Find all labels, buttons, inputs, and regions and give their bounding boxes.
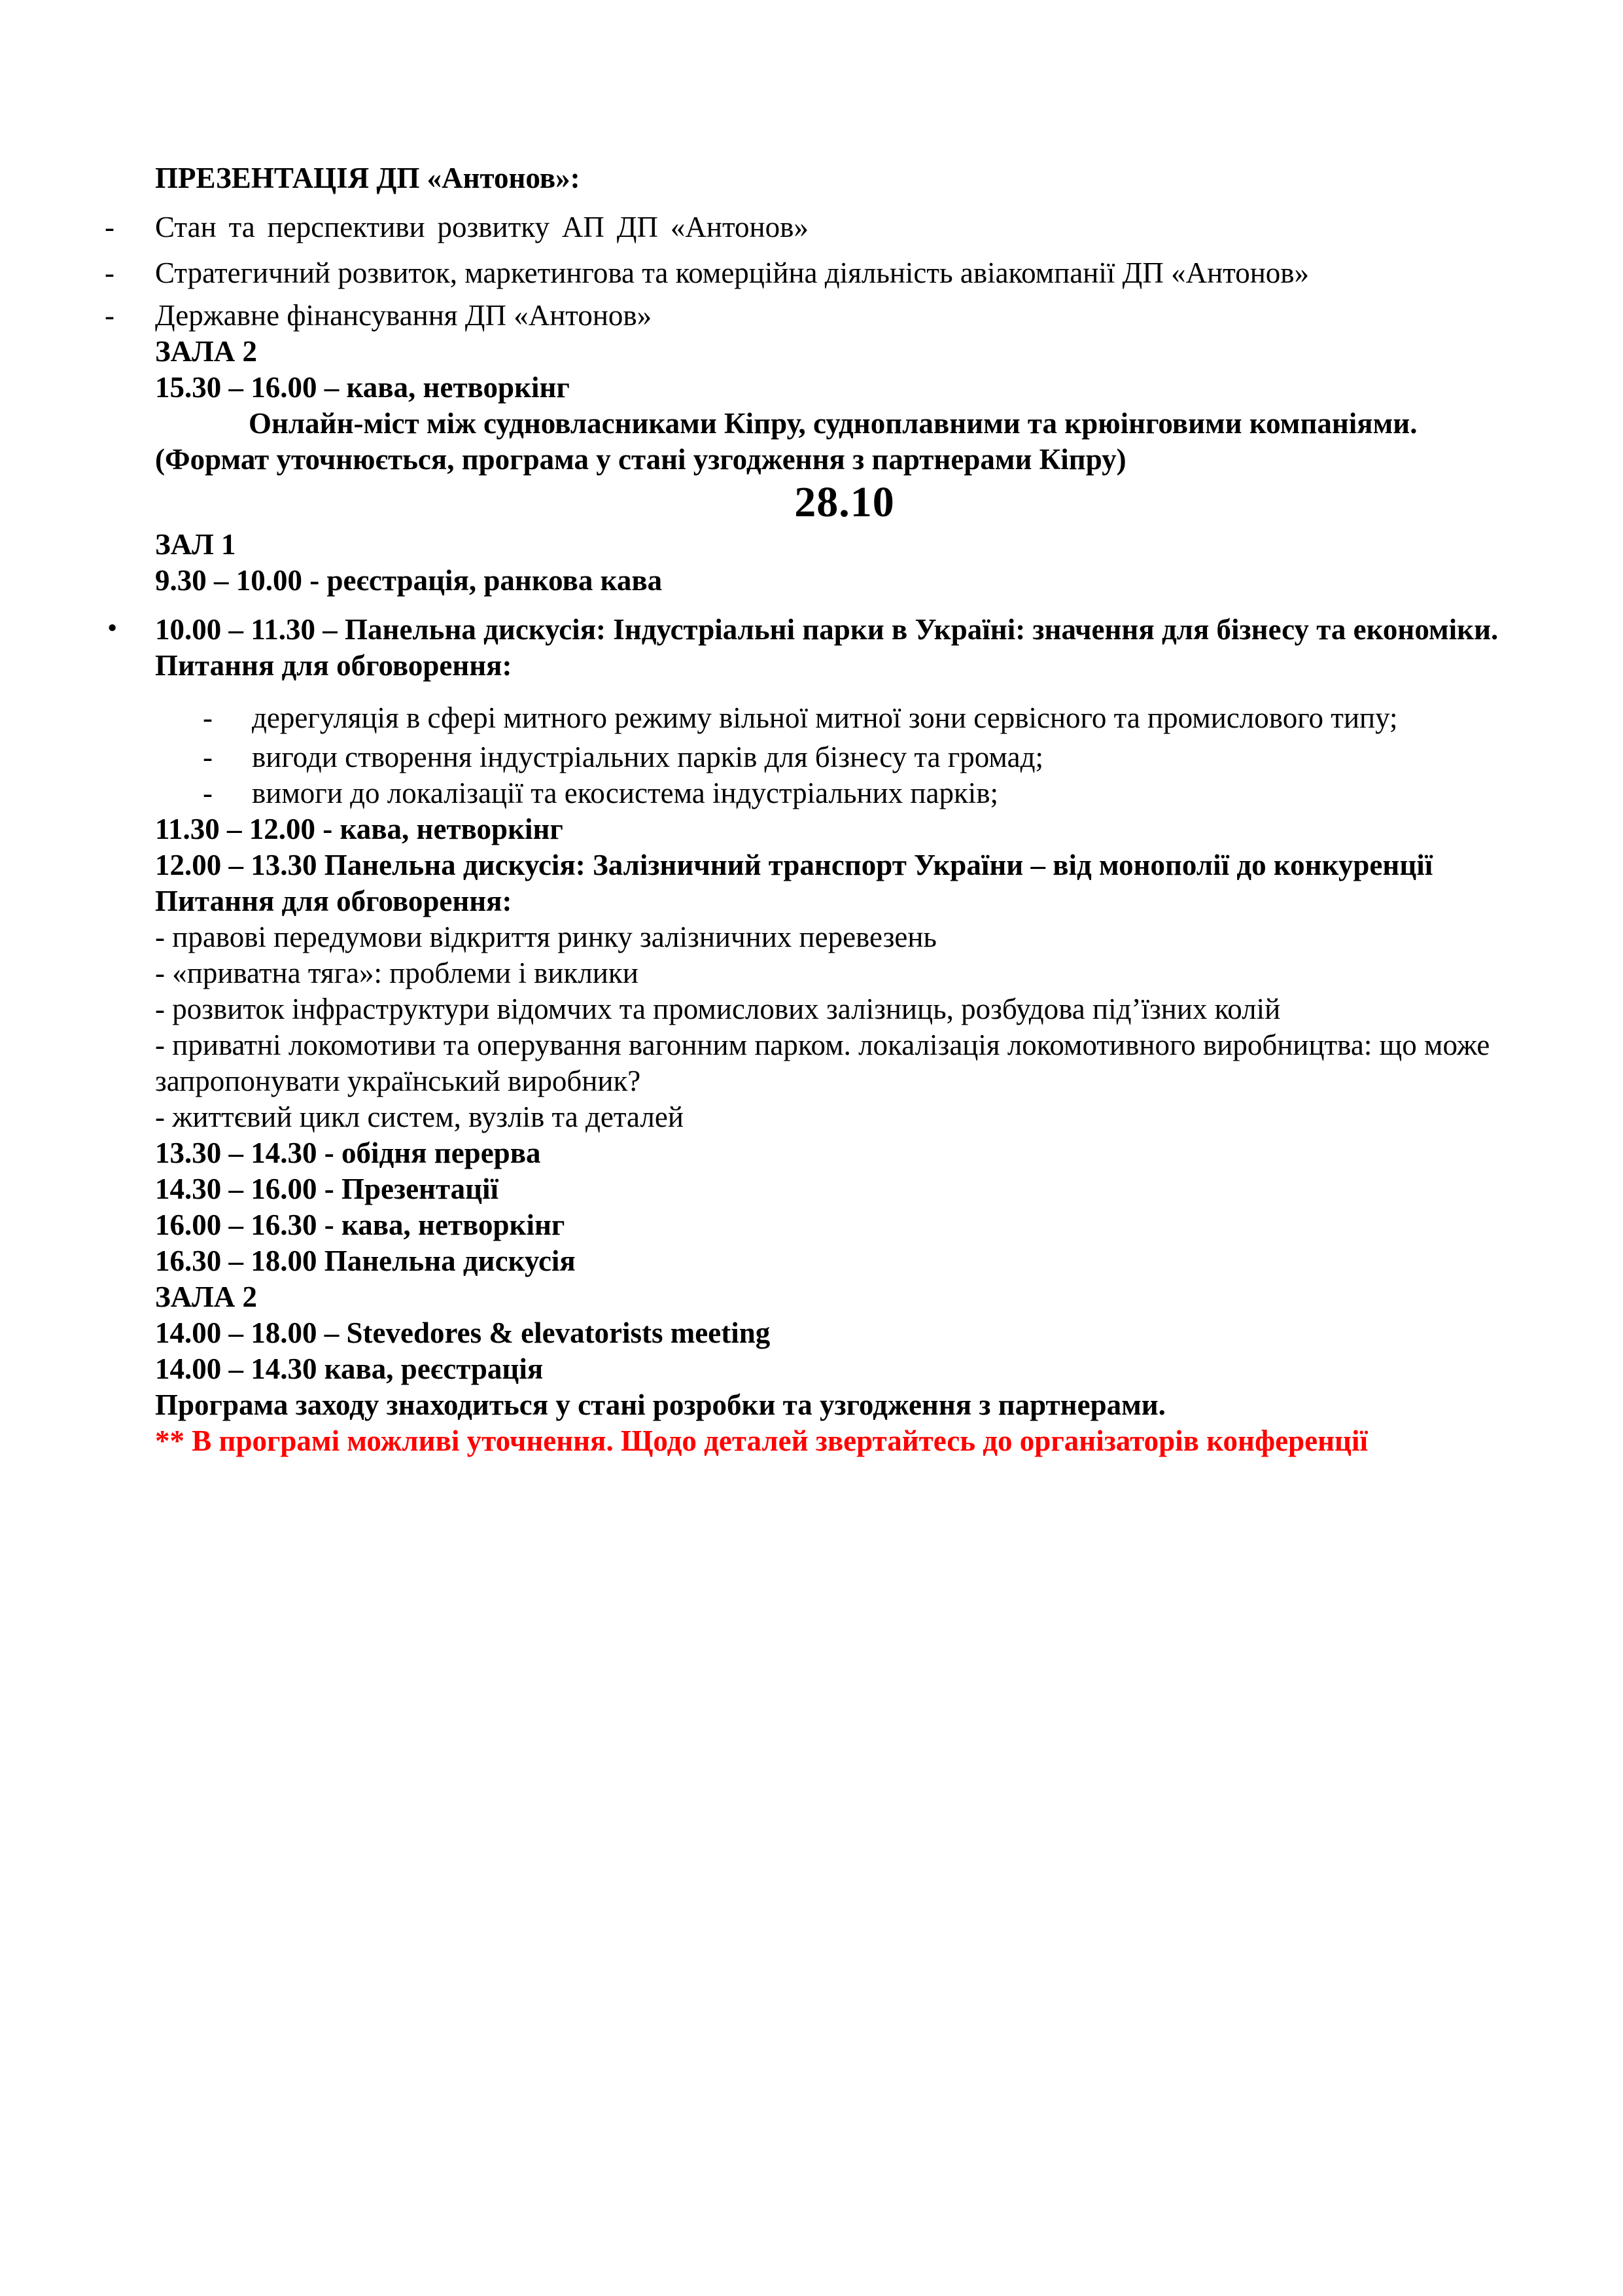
list-item bbox=[105, 298, 1534, 334]
dash-marker: - bbox=[203, 701, 213, 734]
discussion-question: - розвиток інфраструктури відомчих та промислових залізниць, розбудова під’їзних колій bbox=[155, 993, 1281, 1025]
hall-2-label-day2: ЗАЛА 2 bbox=[155, 1280, 258, 1313]
discussion-question: - правові передумови відкриття ринку залізничних перевезень bbox=[155, 921, 937, 953]
discussion-question: - приватні локомотиви та оперування вагонним парком. локалізація локомотивного виробництва: що може запропонувати український виробник? bbox=[155, 1029, 1490, 1097]
dash-marker: - bbox=[105, 256, 114, 289]
schedule-item-presentations: 14.30 – 16.00 - Презентації bbox=[155, 1173, 499, 1205]
footnote-disclaimer: ** В програмі можливі уточнення. Щодо деталей звертайтесь до організаторів конференції bbox=[155, 1424, 1368, 1457]
discussion-question bbox=[203, 700, 1534, 736]
schedule-item-coffee-registration: 14.00 – 14.30 кава, реєстрація bbox=[155, 1352, 544, 1385]
discussion-question: - життєвий цикл систем, вузлів та деталей bbox=[155, 1101, 684, 1133]
railway-questions-list bbox=[155, 919, 1534, 1135]
schedule-item-coffee-1130: 11.30 – 12.00 - кава, нетворкінг bbox=[155, 813, 563, 845]
date-heading: 28.10 bbox=[794, 478, 895, 526]
schedule-item-panel-1630: 16.30 – 18.00 Панельна дискусія bbox=[155, 1245, 576, 1277]
list-item-text: Державне фінансування ДП «Антонов» bbox=[155, 299, 652, 332]
presentation-heading: ПРЕЗЕНТАЦІЯ ДП «Антонов»: bbox=[155, 162, 580, 194]
dash-marker: - bbox=[105, 299, 114, 332]
schedule-item-text: 10.00 – 11.30 – Панельна дискусія: Індустріальні парки в Україні: значення для бізнесу та економіки. bbox=[155, 613, 1499, 646]
dash-marker: - bbox=[203, 777, 213, 809]
industrial-questions-list bbox=[203, 700, 1534, 811]
discussion-question: - «приватна тяга»: проблеми і виклики bbox=[155, 957, 638, 989]
list-item bbox=[105, 209, 1534, 245]
questions-label: Питання для обговорення: bbox=[155, 649, 512, 682]
schedule-item-registration: 9.30 – 10.00 - реєстрація, ранкова кава bbox=[155, 564, 663, 597]
bullet-marker: • bbox=[108, 614, 117, 642]
hall-1-label: ЗАЛ 1 bbox=[155, 528, 236, 561]
question-text: вигоди створення індустріальних парків для бізнесу та громад; bbox=[252, 741, 1043, 773]
dash-marker: - bbox=[203, 741, 213, 773]
online-bridge-paragraph: Онлайн-міст між судновласниками Кіпру, судноплавними та крюінговими компаніями. (Формат уточнюється, програма у стані узгодження з партнерами Кіпру) bbox=[155, 407, 1418, 476]
question-text: вимоги до локалізації та екосистема індустріальних парків; bbox=[252, 777, 999, 809]
antonov-topic-list bbox=[105, 209, 1534, 334]
schedule-item-coffee-1530: 15.30 – 16.00 – кава, нетворкінг bbox=[155, 371, 570, 404]
hall-2-label: ЗАЛА 2 bbox=[155, 335, 258, 368]
list-item bbox=[105, 255, 1534, 291]
schedule-item-coffee-1600: 16.00 – 16.30 - кава, нетворкінг bbox=[155, 1209, 565, 1241]
dash-marker: - bbox=[105, 211, 114, 243]
schedule-item-panel-discussion-1 bbox=[108, 612, 1534, 648]
program-status-note: Програма заходу знаходиться у стані розробки та узгодження з партнерами. bbox=[155, 1388, 1166, 1421]
question-text: дерегуляція в сфері митного режиму вільної митної зони сервісного та промислового типу; bbox=[252, 701, 1398, 734]
list-item-text: Стратегичний розвиток, маркетингова та комерційна діяльність авіакомпанії ДП «Антонов» bbox=[155, 256, 1310, 289]
schedule-item-panel-discussion-2: 12.00 – 13.30 Панельна дискусія: Залізничний транспорт України – від монополії до конкуренції bbox=[155, 849, 1433, 881]
list-item-text: Стан та перспективи розвитку АП ДП «Антонов» bbox=[155, 211, 809, 243]
discussion-question bbox=[203, 775, 1534, 811]
schedule-item-stevedores: 14.00 – 18.00 – Stevedores & elevatorists meeting bbox=[155, 1316, 771, 1349]
schedule-item-lunch: 13.30 – 14.30 - обідня перерва bbox=[155, 1137, 541, 1169]
questions-label: Питання для обговорення: bbox=[155, 885, 512, 917]
discussion-question bbox=[203, 739, 1534, 775]
